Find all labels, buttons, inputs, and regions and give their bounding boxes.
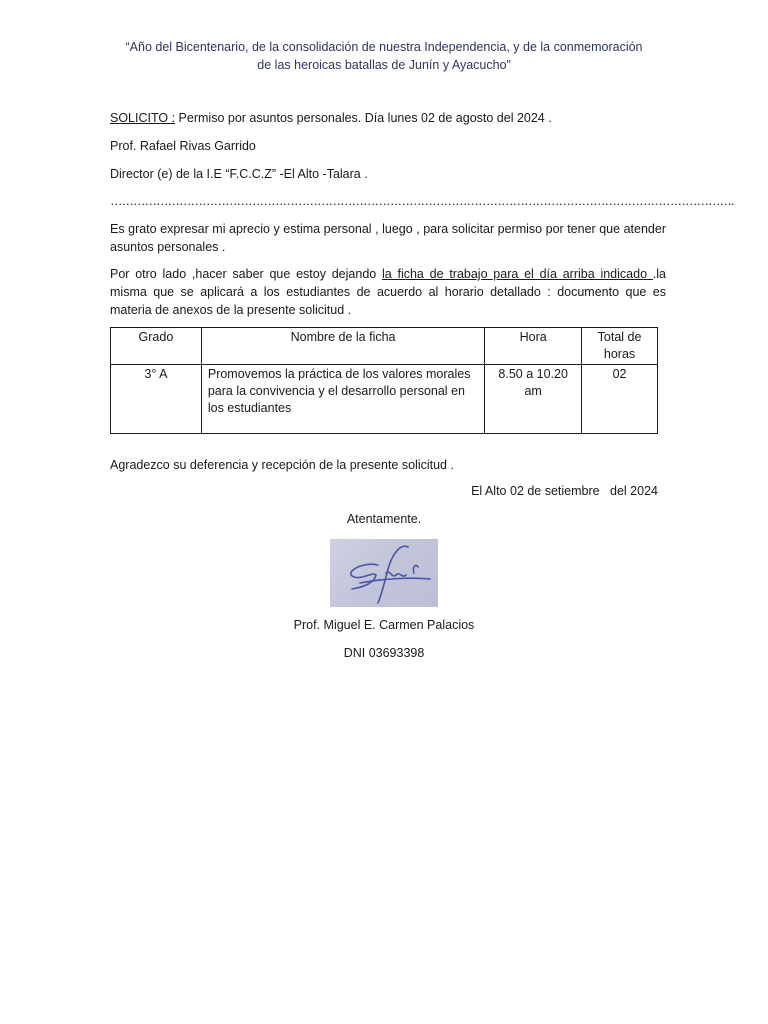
paragraph-worksheet (110, 265, 666, 319)
paragraph-greeting: Es grato expresar mi aprecio y estima personal , luego , para solicitar permiso por tener que atender asuntos personales . (110, 222, 666, 254)
cell-nombre: Promovemos la práctica de los valores morales para la convivencia y el desarrollo personal en los estudiantes (201, 365, 484, 434)
signature-stroke (330, 539, 438, 607)
cell-grado: 3° A (111, 365, 202, 434)
sender-name: Prof. Miguel E. Carmen Palacios (293, 618, 475, 632)
signature-image (330, 539, 438, 607)
header-hora: Hora (485, 328, 582, 365)
header-grado: Grado (111, 328, 202, 365)
regards: Atentamente. (346, 512, 422, 526)
worksheet-table (110, 327, 658, 434)
thanks-line: Agradezco su deferencia y recepción de la presente solicitud . (110, 458, 454, 472)
table-row (111, 365, 658, 434)
place-date: El Alto 02 de setiembre del 2024 (471, 484, 658, 498)
header-nombre: Nombre de la ficha (201, 328, 484, 365)
header-total-horas: Total de horas (582, 328, 658, 365)
paragraph-worksheet-end: .la misma que se aplicará a los estudiantes de acuerdo al horario detallado : documento que es materia de anexos de la presente solicitud . (110, 267, 666, 317)
table-header-row (111, 328, 658, 365)
paragraph-worksheet-start: Por otro lado ,hacer saber que estoy dejando (110, 267, 382, 281)
sender-dni: DNI 03693398 (343, 646, 425, 660)
separator-dots: ………………………………………………………………………………………………………………………………………………. (110, 194, 734, 208)
cell-hora: 8.50 a 10.20 am (485, 365, 582, 434)
cell-total-horas: 02 (582, 365, 658, 434)
motto-line-1: “Año del Bicentenario, de la consolidación de nuestra Independencia, y de la conmemoración (125, 40, 643, 54)
year-motto (100, 38, 668, 74)
recipient-role: Director (e) de la I.E “F.C.C.Z” -El Alto -Talara . (110, 167, 368, 181)
recipient-name: Prof. Rafael Rivas Garrido (110, 139, 256, 153)
request-line (110, 110, 666, 127)
request-label: SOLICITO : (110, 111, 176, 125)
request-text: Permiso por asuntos personales. Día lunes 02 de agosto del 2024 . (175, 111, 552, 125)
paragraph-worksheet-underlined: la ficha de trabajo para el día arriba indicado (381, 267, 653, 281)
motto-line-2: de las heroicas batallas de Junín y Ayacucho” (257, 58, 511, 72)
